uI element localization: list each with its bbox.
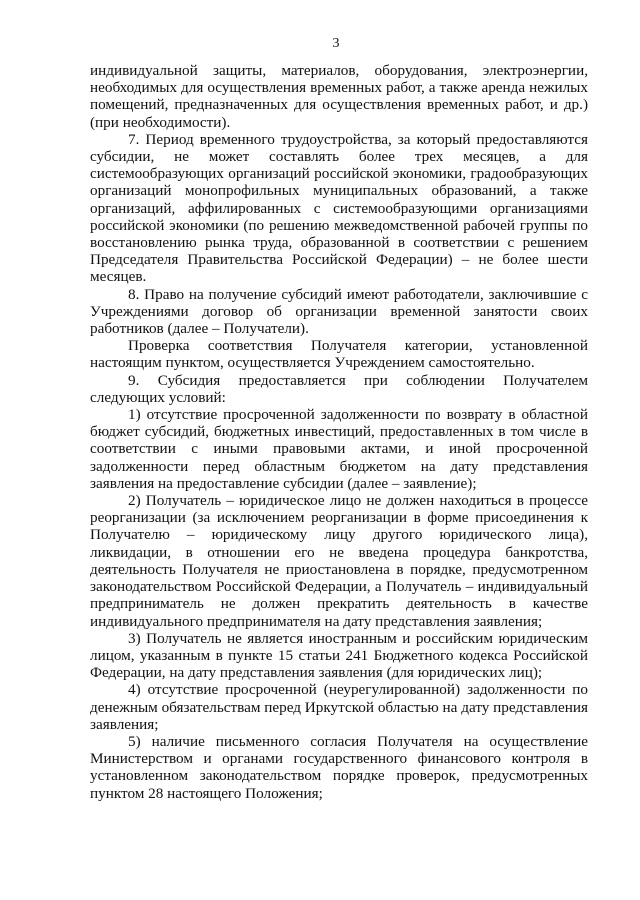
paragraph-condition-2: 2) Получатель – юридическое лицо не должен находиться в процессе реорганизации (за исключением реорганизации в форме присоединения к Получателю – юридическому лицу другого юридического лица), ликвидации, в отношении его не введена процедура банкротства, деятельность Получателя не приостановлена в порядке, предусмотренном законодательством Российской Федерации, а Получатель – индивидуальный предприниматель не должен прекратить деятельность в качестве индивидуального предпринимателя на дату представления заявления; xyxy=(90,492,588,630)
paragraph-item-8: 8. Право на получение субсидий имеют работодатели, заключившие с Учреждениями договор об организации временной занятости своих работников (далее – Получатели). xyxy=(90,285,588,338)
paragraph-condition-1: 1) отсутствие просроченной задолженности по возврату в областной бюджет субсидий, бюджетных инвестиций, предоставленных в том числе в соответствии с иными правовыми актами, и иной просроченной задолженности перед областным бюджетом на дату представления заявления на предоставление субсидии (далее – заявление); xyxy=(90,406,588,492)
paragraph-item-9: 9. Субсидия предоставляется при соблюдении Получателем следующих условий: xyxy=(90,371,588,406)
paragraph-condition-5: 5) наличие письменного согласия Получателя на осуществление Министерством и органами государственного финансового контроля в установленном законодательством порядке проверок, предусмотренных пунктом 28 настоящего Положения; xyxy=(90,732,588,802)
paragraph-verification: Проверка соответствия Получателя категории, установленной настоящим пунктом, осуществляется Учреждением самостоятельно. xyxy=(90,337,588,372)
paragraph-condition-3: 3) Получатель не является иностранным и российским юридическим лицом, указанным в пункте 15 статьи 241 Бюджетного кодекса Российской Федерации, на дату представления заявления (для юридических лиц); xyxy=(90,629,588,682)
paragraph-condition-4: 4) отсутствие просроченной (неурегулированной) задолженности по денежным обязательствам перед Иркутской областью на дату представления заявления; xyxy=(90,681,588,733)
page-number: 3 xyxy=(332,36,340,51)
paragraph-continuation: индивидуальной защиты, материалов, оборудования, электроэнергии, необходимых для осуществления временных работ, а также аренда нежилых помещений, предназначенных для осуществления временных работ, и др.) (при необходимости). xyxy=(90,62,588,131)
paragraph-item-7: 7. Период временного трудоустройства, за который предоставляются субсидии, не может составлять более трех месяцев, а для системообразующих организаций российской экономики, градообразующих организаций монопрофильных муниципальных образований, а также организаций, аффилированных с системообразующими организациями российской экономики (по решению межведомственной рабочей группы по восстановлению рынка труда, образованной в соответствии с решением Председателя Правительства Российской Федерации) – не более шести месяцев. xyxy=(90,130,588,286)
document-page xyxy=(90,36,588,802)
